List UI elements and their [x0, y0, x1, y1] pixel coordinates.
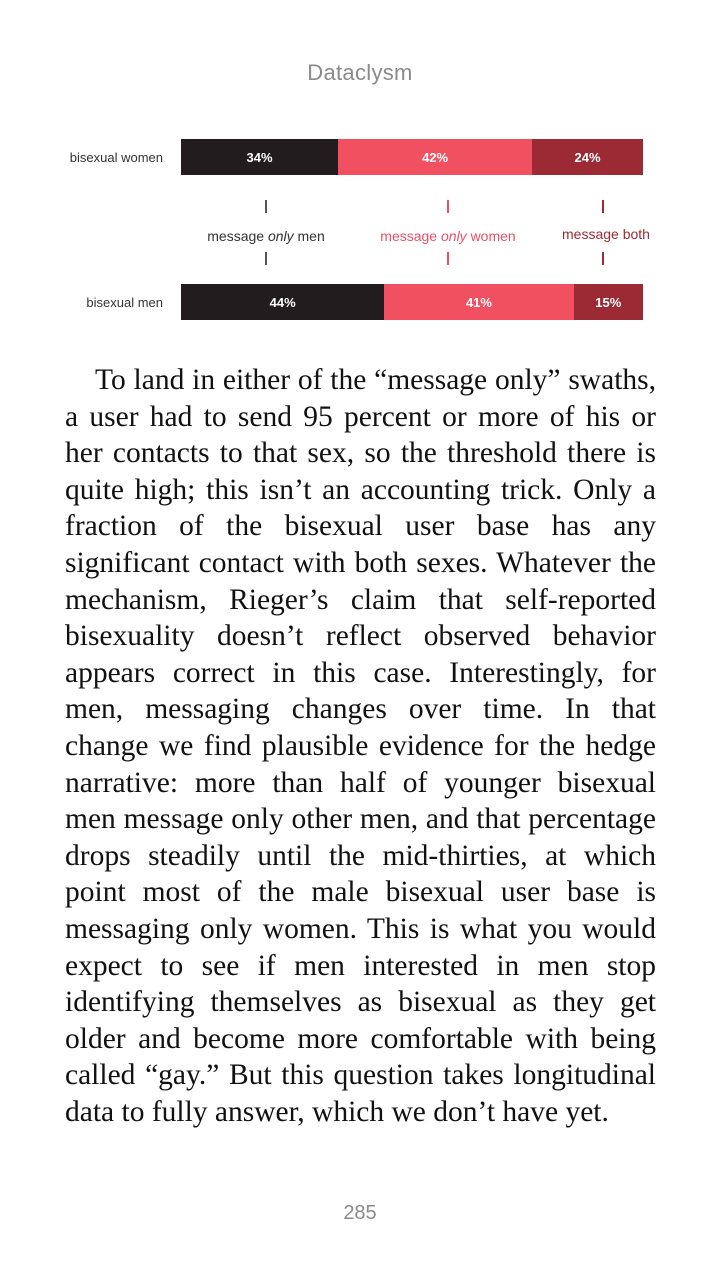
bar-men-only-women: [384, 284, 573, 320]
bar-women-only-women: [338, 139, 532, 175]
legend-only-men: message only men: [207, 228, 325, 244]
legend-tick: [447, 252, 449, 265]
legend-both: message both: [562, 226, 650, 242]
legend-tick: [265, 200, 267, 213]
data-label: 44%: [269, 294, 296, 310]
bar-men-only-men: [181, 284, 384, 320]
book-title: Dataclysm: [307, 60, 413, 85]
bar-women-both: [532, 139, 643, 175]
data-label: 15%: [595, 294, 622, 310]
data-label: 41%: [465, 294, 492, 310]
data-label: 24%: [574, 149, 601, 165]
bar-men-both: [574, 284, 643, 320]
row-label-men: bisexual men: [86, 295, 163, 310]
page-number: 285: [343, 1202, 377, 1224]
legend-only-women: message only women: [380, 228, 516, 244]
data-label: 34%: [246, 149, 273, 165]
bar-bisexual-women: [181, 139, 643, 175]
row-label-women: bisexual women: [69, 150, 163, 165]
legend-tick: [447, 200, 449, 213]
legend-tick: [602, 200, 604, 213]
legend-tick: [602, 252, 604, 265]
data-label: 42%: [422, 149, 449, 165]
paragraph: To land in either of the “message only” swaths, a user had to send 95 percent or more of his or her contacts to that sex, so the threshold there is quite high; this isn’t an accounting trick. Only a fraction of the bisexual user base has any significant contact with both sexes. Whatever the mechanism, Rieger’s claim that self-reported bisexuality doesn’t reflect observed behavior appears correct in this case. Interestingly, for men, messaging changes over time. In that change we find plausible evidence for the hedge narrative: more than half of younger bisexual men message only other men, and that percentage drops steadily until the mid-thirties, at which point most of the male bisexual user base is messaging only women. This is what you would expect to see if men interested in men stop identifying themselves as bisexual as they get older and become more comfortable with being called “gay.” But this question takes longitudinal data to fully answer, which we don’t have yet.: [65, 364, 656, 1128]
body-text: [65, 362, 656, 1130]
legend-tick: [265, 252, 267, 265]
bar-bisexual-men: [181, 284, 643, 320]
bar-women-only-men: [181, 139, 338, 175]
messaging-chart: [0, 0, 720, 340]
